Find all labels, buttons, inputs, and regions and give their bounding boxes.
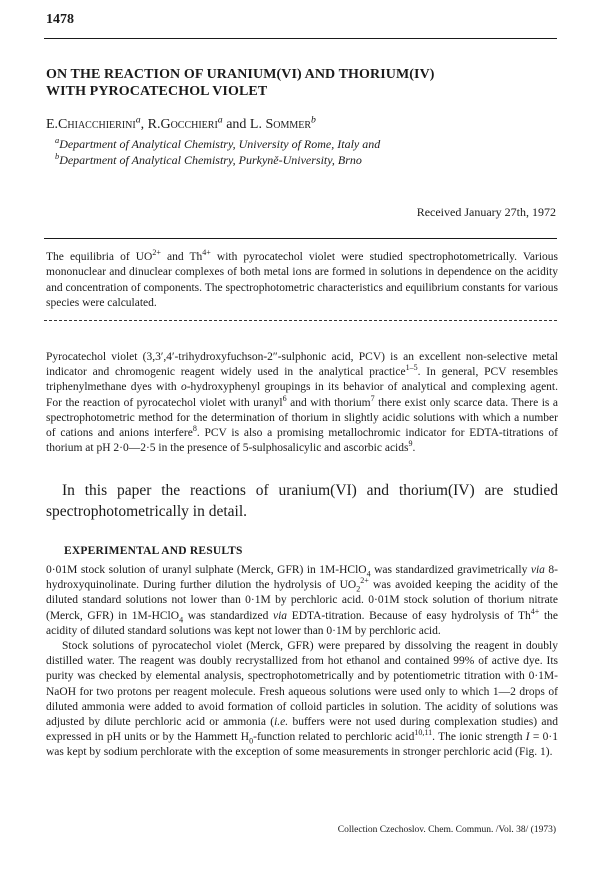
citation-10-11: 10,11 <box>414 728 433 738</box>
author-separator-1: , <box>140 117 148 132</box>
intro-text-f: . PCV is also a promising metallochromic indicator for EDTA-titrations of thorium at pH 2·0—2·5 in the presence of 5-sulphosalicylic and ascorbic acids <box>46 427 558 455</box>
abstract-sup-th: 4+ <box>202 248 211 258</box>
citation-9: 9 <box>408 439 413 449</box>
affiliation-a-mark: a <box>55 136 60 145</box>
intro-text-d: and with thorium <box>286 396 371 409</box>
affiliation-a <box>55 137 380 151</box>
header-rule <box>44 38 557 39</box>
introduction <box>46 350 558 456</box>
molar-unit: M <box>67 564 78 576</box>
title-line-2: WITH PYROCATECHOL VIOLET <box>46 84 268 99</box>
experimental-section <box>46 563 558 761</box>
exp-text: was standardized <box>183 609 273 622</box>
intro-text-a: Pyrocatechol violet (3,3′,4′-trihydroxyfuchson-2″-sulphonic acid, PCV) is an excellent non-selective metal indicator and chromogenic reagent widely used in the analytical practice <box>46 351 558 379</box>
exp-text: stock solution of thorium nitrate (Merck, GFR) in 1 <box>46 594 558 622</box>
citation-6: 6 <box>282 393 287 403</box>
affiliation-a-text: Department of Analytical Chemistry, University of Rome, Italy and <box>59 137 381 151</box>
affiliation-b-text: Department of Analytical Chemistry, Purkyně-University, Brno <box>59 153 362 167</box>
abstract-bottom-rule <box>44 320 557 321</box>
intro-italic-o: o <box>180 381 187 394</box>
received-date: Received January 27th, 1972 <box>416 205 556 219</box>
exp-text: the acidity of diluted standard solutions was kept not lower than 0·1 <box>46 609 558 637</box>
italic-via: via <box>530 564 545 576</box>
molar-unit: M <box>260 594 271 607</box>
italic-via: via <box>273 609 288 622</box>
italic-ionic-strength: I <box>525 731 530 744</box>
abstract <box>46 250 558 312</box>
exp-text: was avoided keeping the acidity of the diluted standard solutions not lower than 0·1 <box>46 579 558 607</box>
intro-text-g: . <box>412 442 416 455</box>
exp-text: -HClO <box>147 609 180 622</box>
molar-unit: M <box>543 670 555 683</box>
intro-text-c: -hydroxyphenyl groupings in its behavior of analytical and complexing agent. For the reaction of pyrocatechol violet with uranyl <box>46 381 558 409</box>
author-2-affil-mark: a <box>217 114 223 126</box>
abstract-text-3: with pyrocatechol violet were studied spectrophotometrically. <box>210 251 517 263</box>
molar-unit: M <box>325 564 336 576</box>
section-heading: EXPERIMENTAL AND RESULTS <box>64 545 243 557</box>
abstract-top-rule <box>44 238 557 239</box>
exp-text: by perchloric acid. 0·01 <box>270 594 390 607</box>
exp-text: stock solution of uranyl sulphate (Merck, GFR) in 1 <box>77 564 326 576</box>
author-list <box>46 114 316 133</box>
author-3: L. Sommer <box>249 117 312 132</box>
author-1: E.Chiacchierini <box>46 117 136 132</box>
affiliation-b <box>55 153 362 167</box>
intro-text-b: . In general, PCV resembles triphenylmethane dyes with <box>46 366 558 394</box>
exp-text: = 0·1 was kept by sodium perchlorate with the exception of some measurements in stronger perchloric acid (Fig. 1). <box>46 731 558 759</box>
exp-text: EDTA-titration. Because of easy hydrolysis of Th <box>287 609 531 622</box>
abstract-text-2: and Th <box>160 251 203 263</box>
subscript: 4 <box>366 569 371 579</box>
author-1-affil-mark: a <box>135 114 141 126</box>
author-2: R.Gocchieri <box>147 117 218 132</box>
exp-text: . The ionic strength <box>432 731 526 744</box>
exp-text: 8-hydroxyquinolinate. During further dilution the hydrolysis of UO <box>46 564 558 592</box>
journal-footer: Collection Czechoslov. Chem. Commun. /Vol. 38/ (1973) <box>337 825 556 835</box>
superscript: 4+ <box>530 606 540 616</box>
abstract-text-1: The equilibria of UO <box>46 251 153 263</box>
exp-text: buffers were not used during complexation studies) and expressed in pH units or by the Hammett H <box>46 716 558 744</box>
exp-text: -HClO <box>335 564 367 576</box>
exp-text: -function related to perchloric acid <box>253 731 415 744</box>
exp-text: -NaOH for two protons per reagent molecule. Fresh aqueous solutions were used only to which 1—2 drops of diluted ammonia were added to avoid formation of colloid particles in solution. The acidity of solutions was adjusted by dilute perchloric acid or ammonia ( <box>46 670 558 729</box>
exp-text: was standardized gravimetrically <box>370 564 531 576</box>
citation-8: 8 <box>192 424 197 434</box>
superscript: 2+ <box>360 576 369 586</box>
exp-text: 0·01 <box>46 564 68 576</box>
exp-text: by perchloric acid. <box>351 624 441 637</box>
abstract-text-4: Various mononuclear and dinuclear complexes of both metal ions are formed in solutions in dependence on the acidity and concentration of components. The spectrophotometric characteristics and equilibrium constants for various species were calculated. <box>46 251 559 310</box>
molar-unit: M <box>137 609 148 622</box>
italic-ie: i.e. <box>274 716 289 729</box>
subscript: 4 <box>179 614 184 624</box>
intro-lead-paragraph: In this paper the reactions of uranium(VI) and thorium(IV) are studied spectrophotometrically in detail. <box>46 482 558 520</box>
citation-1-5: 1–5 <box>405 363 418 373</box>
page-number: 1478 <box>46 12 74 27</box>
molar-unit: M <box>389 594 400 607</box>
affiliation-b-mark: b <box>55 152 60 161</box>
citation-7: 7 <box>370 393 375 403</box>
author-3-affil-mark: b <box>311 114 316 126</box>
author-separator-2: and <box>222 117 250 132</box>
article-title <box>46 66 556 100</box>
molar-unit: M <box>341 624 352 637</box>
subscript: 0 <box>249 736 254 746</box>
subscript: 2 <box>356 584 361 594</box>
intro-text-e: there exist only scarce data. There is a spectrophotometric method for the determination of thorium in slightly acidic solutions with which a number of cations and anions interfere <box>46 396 558 440</box>
exp-text: Stock solutions of pyrocatechol violet (Merck, GFR) were prepared by dissolving the reagent in doubly distilled water. The reagent was doubly recrystallized from hot ethanol and contained 99% of active dye. Its purity was checked by elemental analysis, spectrophotometrically and by potentiometric titration with 0·1 <box>46 640 558 683</box>
abstract-sup-uo2: 2+ <box>152 248 161 258</box>
title-line-1: ON THE REACTION OF URANIUM(VI) AND THORIUM(IV) <box>46 67 435 82</box>
